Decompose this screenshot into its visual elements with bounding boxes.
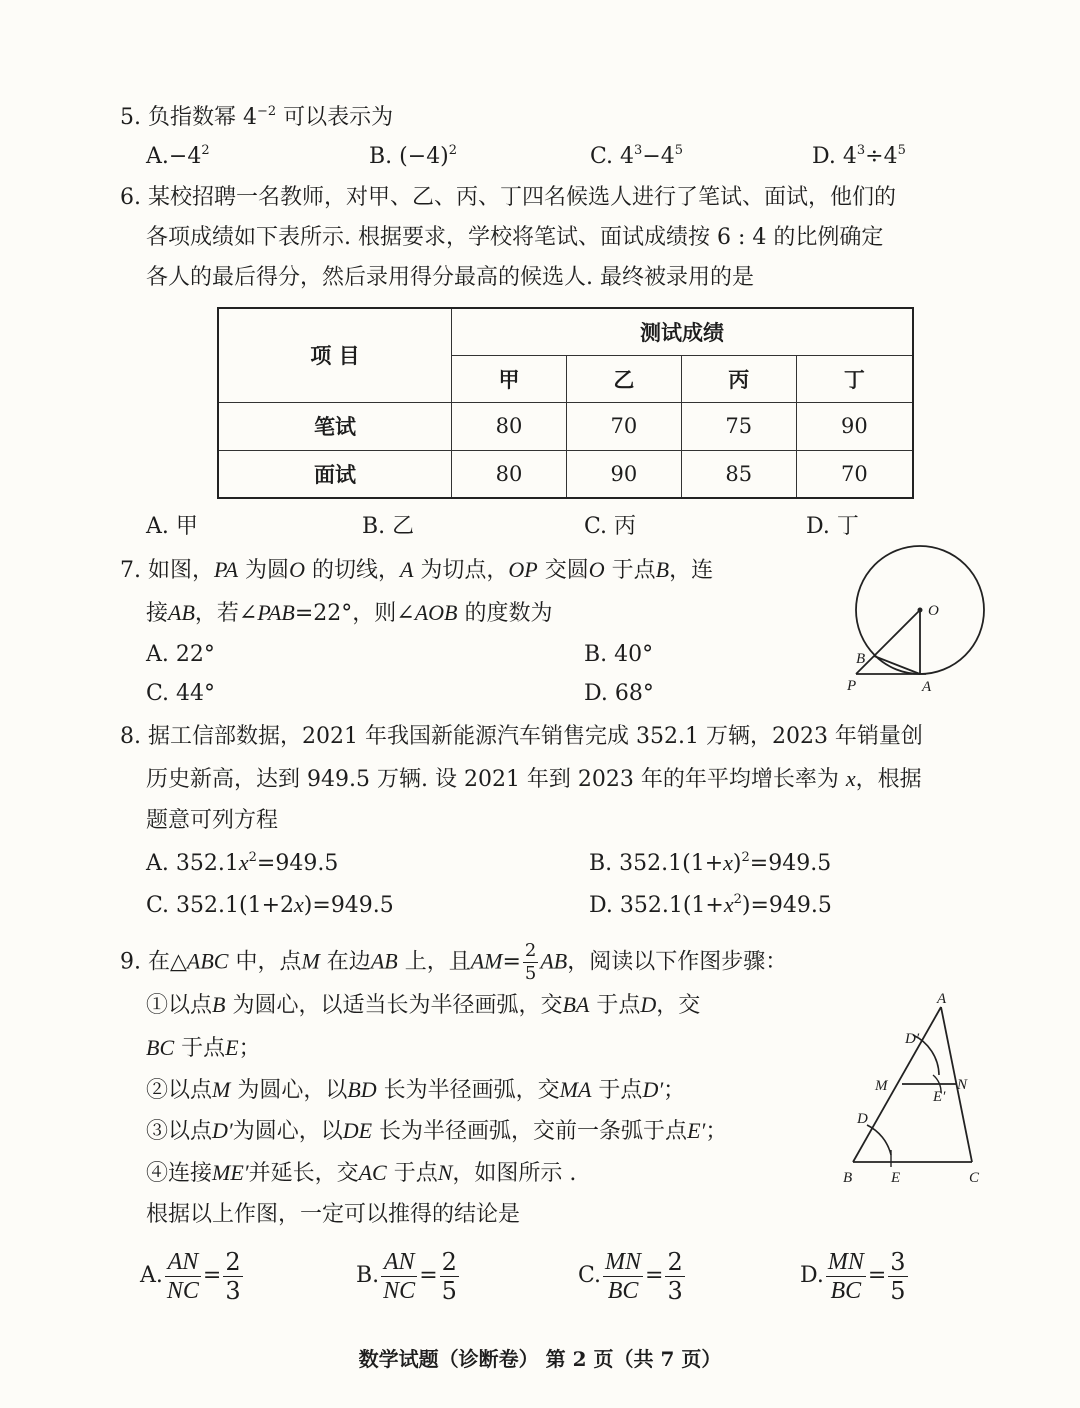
question-number: 7. <box>120 558 141 583</box>
question-6-line-3: 各人的最后得分，然后录用得分最高的候选人. 最终被录用的是 <box>146 265 754 290</box>
q7-option-b[interactable]: B. 40° <box>584 642 654 667</box>
score-cell: 90 <box>566 450 681 498</box>
q9-step-3: ③以点D′为圆心，以DE 长为半径画弧，交前一条弧于点E′； <box>146 1118 728 1144</box>
q5-option-b[interactable]: B. $(-4)^2$ <box>369 143 458 169</box>
q5-option-d[interactable]: D. $4^3\div 4^5$ <box>812 143 906 169</box>
question-8-line-2: 历史新高，达到 949.5 万辆. 设 2021 年到 2023 年的年平均增长率为 x，根据 <box>146 766 922 792</box>
question-5-stem: 5. 负指数幂 $4^{-2}$ 可以表示为 <box>120 104 394 130</box>
page-footer: 数学试题（诊断卷） 第 2 页（共 7 页） <box>358 1347 722 1371</box>
score-cell: 85 <box>681 450 796 498</box>
question-number: 5. <box>120 105 141 130</box>
label-n: N <box>957 1077 968 1093</box>
score-cell: 90 <box>796 402 913 450</box>
q9-step-4: ④连接ME′并延长，交AC 于点N，如图所示 . <box>146 1160 577 1186</box>
header-candidate: 丙 <box>681 355 796 402</box>
q9-triangle-figure <box>835 985 995 1190</box>
header-candidate: 乙 <box>566 355 681 402</box>
chord-ab <box>874 656 920 674</box>
q5-option-c[interactable]: C. $4^3-4^5$ <box>590 143 684 169</box>
score-cell: 70 <box>566 402 681 450</box>
q9-option-d[interactable]: D. $\frac{MN}{BC}$ = $\frac{3}{5}$ <box>800 1247 906 1305</box>
label-o: O <box>928 603 939 619</box>
q6-option-a[interactable]: A. 甲 <box>146 514 198 539</box>
label-b: B <box>856 651 866 667</box>
score-cell: 75 <box>681 402 796 450</box>
question-8-line-1: 8. 据工信部数据，2021 年我国新能源汽车销售完成 352.1 万辆，2023 年销量创 <box>120 724 923 749</box>
q9-conclusion: 根据以上作图，一定可以推得的结论是 <box>146 1202 521 1227</box>
q7-option-c[interactable]: C. 44° <box>146 681 216 706</box>
question-8-line-3: 题意可列方程 <box>146 808 279 833</box>
q9-option-c[interactable]: C. $\frac{MN}{BC}$ = $\frac{2}{3}$ <box>578 1247 683 1305</box>
label-b: B <box>843 1170 853 1186</box>
q7-option-a[interactable]: A. 22° <box>146 642 215 667</box>
label-e: E <box>891 1170 901 1186</box>
q8-option-d[interactable]: D. $352.1(1+x^2)=949.5$ <box>589 892 832 918</box>
table-row <box>218 402 913 450</box>
q9-step-1: ①以点B 为圆心，以适当长为半径画弧，交BA 于点D，交 <box>146 992 701 1018</box>
question-7-line-2: 接AB，若∠PAB=22°，则∠AOB 的度数为 <box>146 600 553 626</box>
q5-option-a[interactable]: $A.-4^2$ <box>146 143 210 169</box>
score-cell: 70 <box>796 450 913 498</box>
fraction-two-fifths: $\frac{2}{5}$ <box>524 940 537 984</box>
header-candidate: 丁 <box>796 355 913 402</box>
label-e-prime: E′ <box>933 1089 946 1105</box>
question-number: 6. <box>120 185 141 210</box>
score-cell: 80 <box>452 450 567 498</box>
q8-option-a[interactable]: A. $352.1x^2=949.5$ <box>146 850 339 876</box>
question-number: 9. <box>120 949 141 975</box>
q6-option-b[interactable]: B. 乙 <box>362 514 415 539</box>
label-a: A <box>922 679 932 695</box>
score-table <box>217 307 914 499</box>
q9-step-1-continued: BC 于点E； <box>146 1035 261 1061</box>
q9-option-a[interactable]: A. $\frac{AN}{NC}$ = $\frac{2}{3}$ <box>140 1247 241 1305</box>
score-cell: 80 <box>452 402 567 450</box>
question-6-line-1: 6. 某校招聘一名教师，对甲、乙、丙、丁四名候选人进行了笔试、面试，他们的 <box>120 185 897 210</box>
row-label: 面试 <box>218 450 452 498</box>
point-o <box>918 608 923 613</box>
q7-circle-figure <box>840 545 1000 695</box>
label-m: M <box>875 1078 888 1094</box>
header-candidate: 甲 <box>452 355 567 402</box>
label-c: C <box>969 1170 980 1186</box>
q9-option-b[interactable]: B. $\frac{AN}{NC}$ = $\frac{2}{5}$ <box>356 1247 457 1305</box>
question-9-line-1: 9. 在△ABC 中，点M 在边AB 上，且AM= $\frac{2}{5}$ AB，阅读以下作图步骤： <box>120 940 788 984</box>
label-a: A <box>937 991 947 1007</box>
q8-option-b[interactable]: B. $352.1(1+x)^2=949.5$ <box>589 850 832 876</box>
q6-option-d[interactable]: D. 丁 <box>806 514 859 539</box>
question-number: 8. <box>120 724 141 749</box>
q7-option-d[interactable]: D. 68° <box>584 681 654 706</box>
q6-option-c[interactable]: C. 丙 <box>584 514 637 539</box>
row-label: 笔试 <box>218 402 452 450</box>
question-6-line-2: 各项成绩如下表所示. 根据要求，学校将笔试、面试成绩按 6 : 4 的比例确定 <box>146 225 884 250</box>
q9-step-2: ②以点M 为圆心，以BD 长为半径画弧，交MA 于点D′； <box>146 1077 686 1103</box>
label-p: P <box>847 678 857 694</box>
label-d: D <box>857 1111 868 1127</box>
q8-option-c[interactable]: C. 352.1(1+2x)=949.5 <box>146 892 394 918</box>
question-7-line-1: 7. 如图，PA 为圆O 的切线，A 为切点，OP 交圆O 于点B，连 <box>120 557 714 583</box>
header-test-scores: 测试成绩 <box>452 308 914 355</box>
header-item: 项 目 <box>218 308 452 402</box>
label-d-prime: D′ <box>905 1031 920 1047</box>
table-row <box>218 450 913 498</box>
